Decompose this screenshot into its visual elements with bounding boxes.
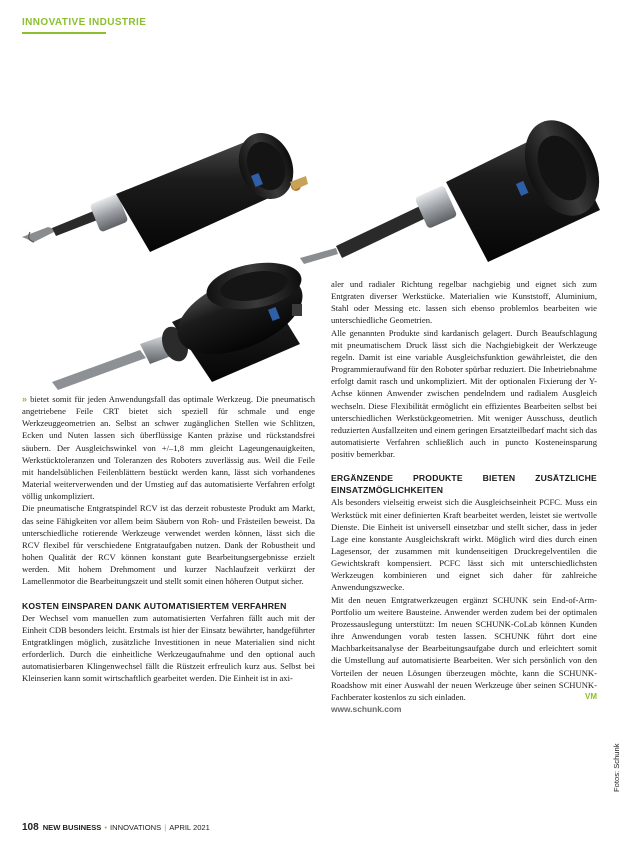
paragraph-cdb: Der Wechsel vom manuellen zum automatisierten Verfahren fällt auch mit der Einheit CDB besonders leicht. Erstmals ist hier der Einsatz bewährter, handgeführter Entgratklingen möglich, zusätzliche Investitionen in neue Materialien sind nicht erforderlich. Durch die einheitliche Werkzeugaufnahme und den optional auch automatisierbaren Klingenwechsel fällt die Rüstzeit erfreulich kurz aus. Selbst bei Kleinserien kann somit wirtschaftlich gearbeitet werden. Die Einheit ist in axi- — [22, 612, 315, 684]
schunk-text: Mit den neuen Entgratwerkzeugen ergänzt SCHUNK sein End-of-Arm-Portfolio um weitere Bausteine. Anwender werden zudem bei der optimalen Prozessauslegung unterstützt: Im neuen SCHUNK-CoLab können Kunden ihre Anwendungen vorab testen lassen. SCHUNK führt dort eine Machbarkeitsanalyse der Bearbeitungsaufgabe durch und erleichtert somit die Umstellung auf automatisierte Bearbeiten. Wer sich persönlich von den Vorteilen der neuen Lösungen überzeugen möchte, kann die SCHUNK-Roadshow mit einer Auswahl der neuen Werkzeuge über seinen SCHUNK-Fachberater kostenlos zu sich einladen. — [331, 594, 597, 702]
paragraph-pcfc: Als besonders vielseitig erweist sich die Ausgleichseinheit PCFC. Muss ein Werkstück mit einer definierten Kraft bearbeitet werden, leistet sie wertvolle Dienste. Die Einheit ist universell einsetzbar und stellt sicher, dass in jeder Lage eine konstante Ausgleichskraft wirkt. Möglich wird dies durch einen Lagesensor, der zusammen mit kundenseitigen Druckregelventilen die Gewichtskraft kompensiert. PCFC lässt sich mit unterschiedlichsten Werkzeugen kombinieren und eignet sich daher für zahlreiche Anwendungszwecke. — [331, 497, 597, 593]
section-tag: INNOVATIVE INDUSTRIE — [22, 17, 147, 28]
page-number: 108 — [22, 822, 39, 833]
heading-kosten: KOSTEN EINSPAREN DANK AUTOMATISIERTEM VERFAHREN — [22, 600, 287, 611]
right-text-column — [331, 278, 597, 715]
paragraph-schunk — [331, 594, 597, 703]
website-link[interactable]: www.schunk.com — [331, 704, 402, 714]
footer-section: INNOVATIONS — [110, 823, 162, 832]
deburring-spindle-tool-icon — [300, 108, 613, 264]
issue-date: APRIL 2021 — [169, 823, 210, 832]
heading-ergaenzende: ERGÄNZENDE PRODUKTE BIETEN ZUSÄTZLICHE EINSATZMÖGLICHKEITEN — [331, 473, 597, 496]
pneumatic-spindle-tool-icon — [22, 125, 308, 252]
intro-text: bietet somit für jeden Anwendungsfall das optimale Werkzeug. Die pneumatisch angetriebene Feile CRT bietet sich speziell für schmale und enge Werkzeuggeometrien an. Selbst an schwer zugänglichen Stellen wie Schlitzen, Ecken und Nuten lassen sich überflüssige Kanten präzise und rückstandsfrei säubern. Der Ausgleichswinkel von +/–1,8 mm gleicht Lageungenauigkeiten, Werkstücktoleranzen und Toleranzen des Roboters zuverlässig aus. Weil die Feile mit handelsüblichen Feilenblättern bestückt werden kann, lässt sich vorhandenes Material weiterverwenden und der Umstieg auf das automatisierte Verfahren erfolgt völlig unkompliziert. — [22, 394, 315, 502]
magazine-name: NEW BUSINESS — [42, 823, 102, 832]
paragraph-rcv: Die pneumatische Entgratspindel RCV ist das derzeit robusteste Produkt am Markt, das seine Fähigkeiten vor allem beim Säubern von Roh- und Frästeilen beweist. Da unterschiedliche rotierende Werkzeuge verwendet werden können, lässt sich die RCV flexibel für verschiedene Entgrataufgaben nutzen. Dank der Robustheit und hohen Qualität der RCV können konstant gute Bearbeitungsergebnisse erzielt werden. Mit hohem Drehmoment und kurzer Nachlaufzeit verkürzt der Lamellenmotor die Bearbeitungszeit und stellt somit einen höheren Output sicher. — [22, 503, 315, 587]
section-tag-underline — [22, 32, 106, 34]
paragraph-materials: aler und radialer Richtung regelbar nachgiebig und eignet sich zum Entgraten diverser Werkstücke. Materialien wie Kunststoff, Aluminium, Stahl oder Messing etc. lassen sich ebenso problemlos bearbeiten wie unterschiedliche Geometrien. — [331, 279, 597, 326]
footer-bullet: • — [104, 823, 108, 832]
lead-marker: » — [22, 394, 28, 404]
paragraph-kardanisch: Alle genannten Produkte sind kardanisch gelagert. Durch Beaufschlagung mit pneumatischem Druck lässt sich die Nachgiebigkeit der Werkzeuge regeln. Damit ist eine variable Ausgleichsfunktion gewährleistet, die den Programmieraufwand für den Roboter spürbar reduziert. Die Inbetriebnahme erfolgt damit rasch und unkompliziert. Mit der optionalen Fixierung der Y-Achse können Anwender zwischen pendelndem und radialem Ausgleich wechseln. Diese Flexibilität ermöglicht ein effizientes Bearbeiten selbst bei unterschiedlichen Werkstückgeometrien. Mit weniger Ausschuss, deutlich reduzierten Ausfallzeiten und einem geringen Ersatzteilbedarf macht sich das automatisierte Verfahren schließlich auch in puncto Kosteneinsparung positiv bemerkbar. — [331, 327, 597, 460]
author-signature: VM — [585, 691, 597, 701]
photo-credit: Fotos: Schunk — [612, 743, 621, 792]
page-footer — [22, 822, 210, 833]
pneumatic-file-tool-icon — [52, 256, 314, 390]
left-text-column — [22, 393, 315, 684]
footer-divider: | — [164, 823, 167, 832]
intro-paragraph — [22, 393, 315, 502]
